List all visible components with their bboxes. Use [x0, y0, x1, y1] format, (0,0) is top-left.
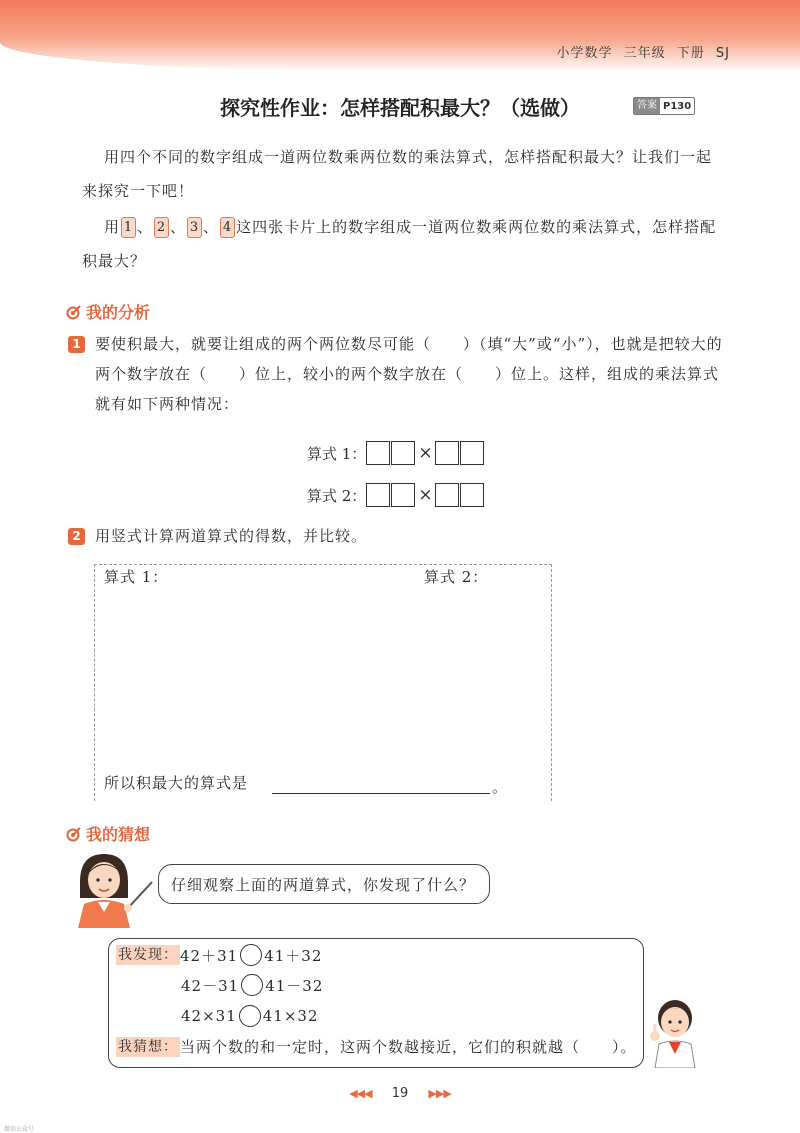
guess-row [116, 1036, 637, 1057]
next-arrows-icon[interactable]: ▶▶▶ [428, 1087, 451, 1100]
number-card-3: 3 [187, 217, 202, 238]
formula-2-label: 算式 2： [307, 486, 367, 505]
intro-paragraph-1 [82, 140, 722, 208]
times-sign: × [418, 443, 433, 463]
analysis-heading-text: 我的分析 [86, 303, 151, 322]
work-label-2: 算式 2： [424, 568, 489, 586]
answer-page: P130 [663, 100, 692, 112]
book-info: 小学数学 三年级 下册 SJ [556, 46, 730, 61]
question-1-text: 要使积最大，就要让组成的两个两位数尽可能（ ）（填“大”或“小”），也就是把较大的两个数字放在（ ）位上，较小的两个数字放在（ ）位上。这样，组成的乘法算式就有如下两种情况： [95, 335, 723, 413]
guess-tag: 我猜想： [118, 1038, 178, 1055]
work-label-1: 算式 1： [104, 568, 169, 586]
page-navigation [0, 1086, 800, 1101]
answer-label: 答案 [634, 98, 660, 114]
answer-blank[interactable] [272, 793, 490, 794]
watermark: 微信公众号 [4, 1126, 35, 1133]
digit-box[interactable] [391, 441, 415, 465]
discovery-row-2 [181, 974, 323, 996]
digit-box[interactable] [460, 483, 484, 507]
expression-left: 42×31 [181, 1007, 237, 1025]
formula-1 [307, 440, 485, 466]
digit-box[interactable] [435, 483, 459, 507]
answer-reference [633, 97, 695, 115]
question-2-badge: 2 [68, 528, 85, 545]
analysis-heading [66, 300, 150, 323]
expression-left: 42－31 [181, 976, 240, 995]
formula-2 [307, 482, 485, 508]
expression-left: 42＋31 [180, 946, 239, 965]
found-tag: 我发现： [118, 947, 178, 963]
guess-heading-text: 我的猜想 [86, 825, 151, 844]
intro-line-1: 用四个不同的数字组成一道两位数乘两位数的乘法算式，怎样搭配积最大？让我们一起来探究一下吧！ [82, 148, 713, 200]
target-icon [66, 304, 82, 320]
number-card-1: 1 [121, 217, 136, 238]
discovery-row-1 [116, 944, 322, 966]
digit-box[interactable] [391, 483, 415, 507]
header-band [0, 0, 800, 72]
number-card-2: 2 [154, 217, 169, 238]
teacher-illustration [70, 848, 156, 928]
expression-right: 41－32 [265, 976, 324, 995]
conclusion-end: 。 [492, 778, 509, 796]
number-card-4: 4 [220, 217, 235, 238]
target-icon [66, 826, 82, 842]
page-number: 19 [391, 1086, 409, 1101]
question-2-text: 用竖式计算两道算式的得数，并比较。 [95, 527, 368, 545]
digit-box[interactable] [435, 441, 459, 465]
student-illustration [645, 996, 707, 1068]
digit-box[interactable] [366, 441, 390, 465]
speech-bubble [158, 864, 490, 904]
conclusion-text: 所以积最大的算式是 [104, 774, 249, 792]
intro-suffix: 这四张卡片上的数字组成一道两位数乘两位数的乘法算式，怎样搭配积最大？ [82, 218, 717, 270]
times-sign: × [418, 485, 433, 505]
page-title: 探究性作业：怎样搭配积最大？（选做） [220, 96, 580, 120]
digit-box[interactable] [460, 441, 484, 465]
speech-bubble-text: 仔细观察上面的两道算式，你发现了什么？ [171, 875, 476, 894]
intro-prefix: 用 [104, 218, 121, 236]
digit-box[interactable] [366, 483, 390, 507]
formula-1-label: 算式 1： [307, 444, 367, 463]
guess-heading [66, 822, 150, 845]
guess-text: 当两个数的和一定时，这两个数越接近，它们的积就越（ ）。 [180, 1038, 637, 1056]
prev-arrows-icon[interactable]: ◀◀◀ [349, 1087, 372, 1100]
expression-right: 41＋32 [264, 946, 323, 965]
intro-paragraph-2: 用 1 、 2 、 3 、 4 这四张卡片上的数字组成一道两位数乘两位数的乘法算式，怎样搭配积最大？ [82, 218, 717, 270]
question-1-badge: 1 [68, 336, 85, 353]
compare-circle[interactable] [241, 974, 263, 996]
discovery-row-3 [181, 1005, 319, 1027]
compare-circle[interactable] [240, 944, 262, 966]
compare-circle[interactable] [239, 1005, 261, 1027]
work-area[interactable] [94, 564, 552, 801]
expression-right: 41×32 [262, 1007, 319, 1025]
